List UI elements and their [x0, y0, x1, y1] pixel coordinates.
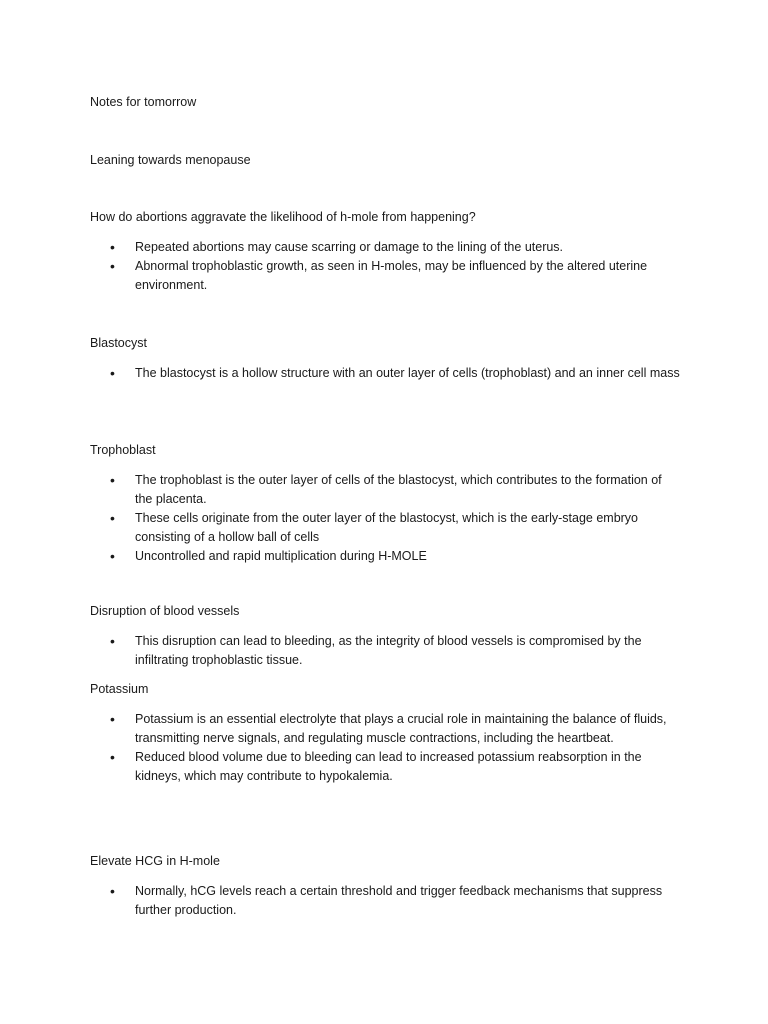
bullet-list [90, 632, 680, 670]
bullet-item: • These cells originate from the outer layer of the blastocyst, which is the early-stage embryo consisting of a hollow ball of cells [90, 509, 680, 547]
section-heading: Elevate HCG in H-mole [90, 854, 220, 868]
section-heading: Disruption of blood vessels [90, 604, 240, 618]
bullet-item: • The trophoblast is the outer layer of cells of the blastocyst, which contributes to the formation of the placenta. [90, 471, 680, 509]
bullet-item: • This disruption can lead to bleeding, as the integrity of blood vessels is compromised by the infiltrating trophoblastic tissue. [90, 632, 680, 670]
bullet-list [90, 238, 680, 295]
bullet-item: • Repeated abortions may cause scarring or damage to the lining of the uterus. [90, 238, 680, 257]
bullet-item: • Abnormal trophoblastic growth, as seen in H-moles, may be influenced by the altered uterine environment. [90, 257, 680, 295]
bullet-item: • Reduced blood volume due to bleeding can lead to increased potassium reabsorption in the kidneys, which may contribute to hypokalemia. [90, 748, 680, 786]
section-blood-vessels [90, 602, 680, 670]
bullet-list [90, 364, 680, 383]
bullet-item: • The blastocyst is a hollow structure with an outer layer of cells (trophoblast) and an inner cell mass [90, 364, 680, 383]
document-title-block [90, 93, 680, 112]
section-abortions [90, 208, 680, 295]
section-heading: Potassium [90, 682, 149, 696]
document-title: Notes for tomorrow [90, 95, 197, 109]
bullet-item: • Normally, hCG levels reach a certain threshold and trigger feedback mechanisms that suppress further production. [90, 882, 680, 920]
bullet-list [90, 710, 680, 786]
bullet-list [90, 882, 680, 920]
section-heading: Blastocyst [90, 336, 147, 350]
bullet-item: • Potassium is an essential electrolyte that plays a crucial role in maintaining the balance of fluids, transmitting nerve signals, and regulating muscle contractions, including the heartbeat. [90, 710, 680, 748]
bullet-item: • Uncontrolled and rapid multiplication during H-MOLE [90, 547, 680, 566]
section-potassium [90, 680, 680, 786]
note-line-block [90, 151, 680, 170]
section-heading: How do abortions aggravate the likelihood of h-mole from happening? [90, 210, 476, 224]
bullet-list [90, 471, 680, 566]
section-blastocyst [90, 334, 680, 383]
note-line: Leaning towards menopause [90, 153, 251, 167]
section-trophoblast [90, 441, 680, 566]
section-hcg [90, 852, 680, 920]
section-heading: Trophoblast [90, 443, 156, 457]
